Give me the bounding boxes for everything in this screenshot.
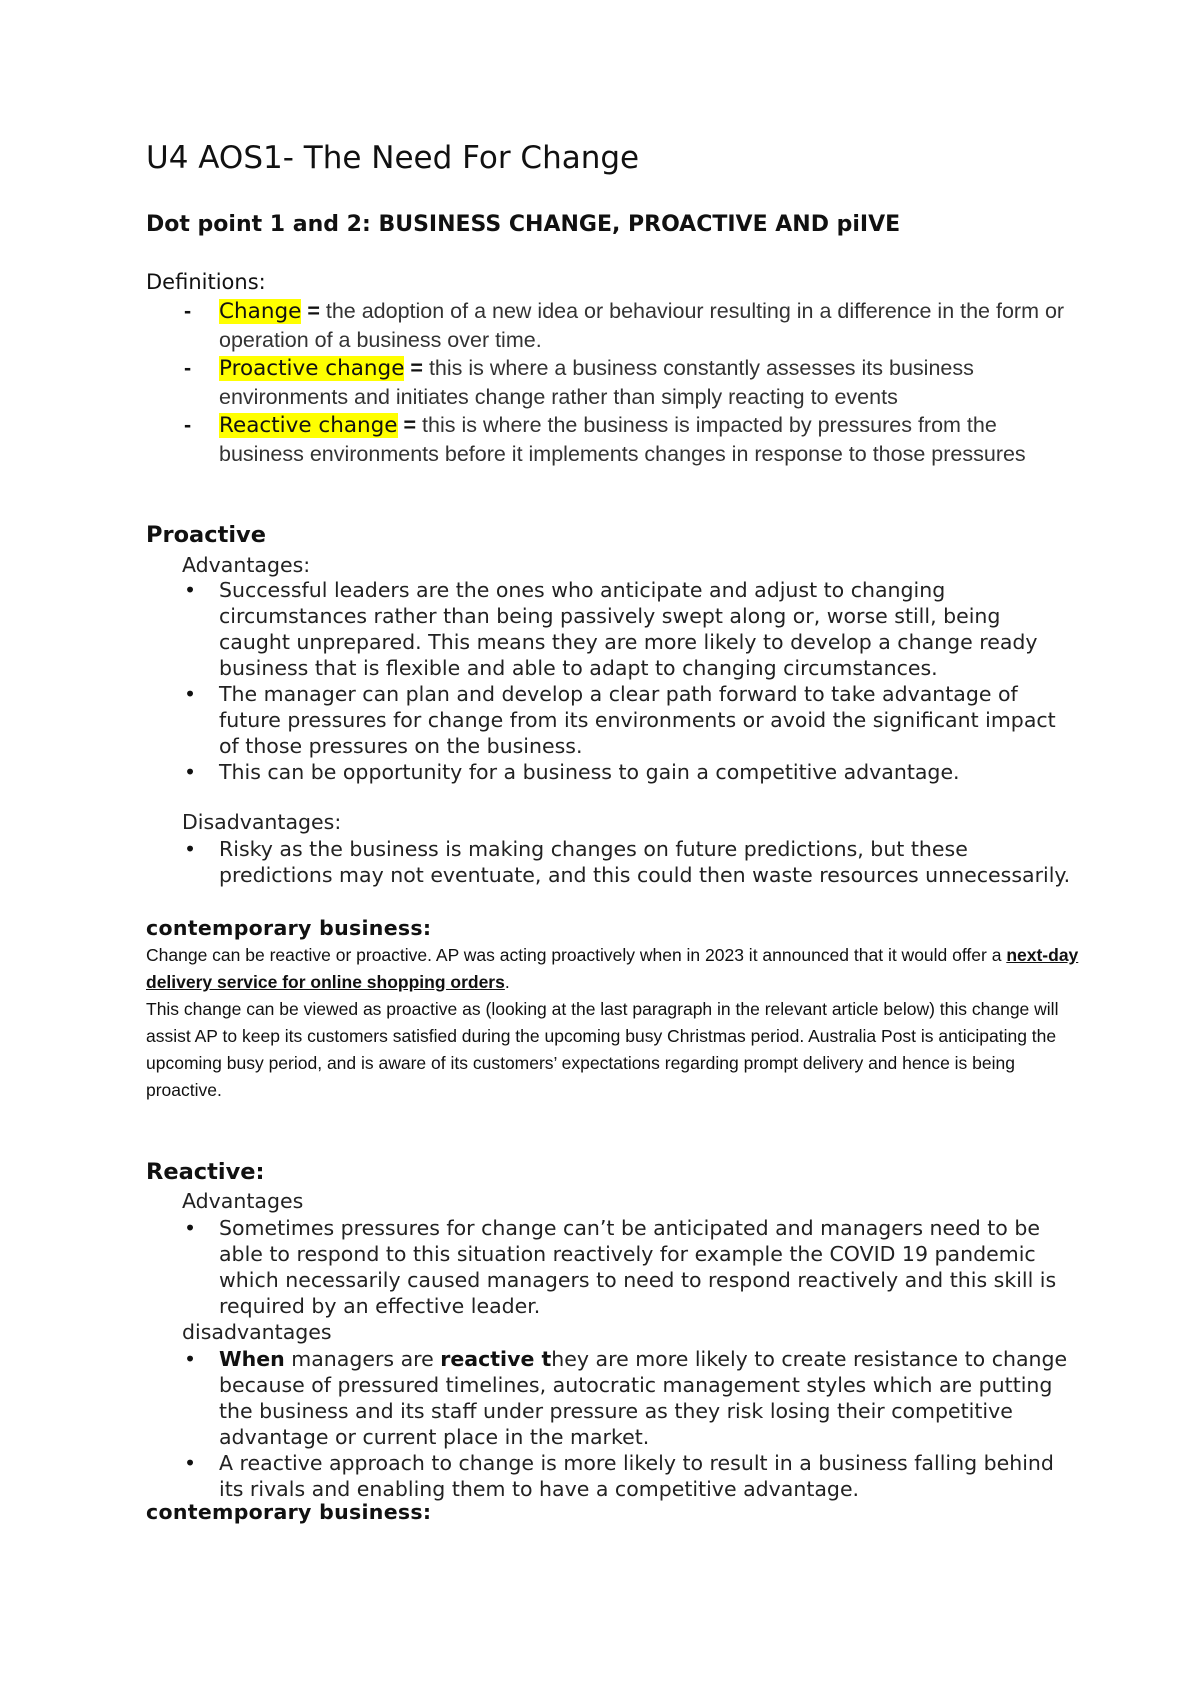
definition-text: this is where a business constantly assesses its business environments and initiates change rather than simply reacting to events	[219, 356, 974, 409]
proactive-contemporary-heading: contemporary business:	[146, 916, 432, 940]
list-item	[146, 1215, 1076, 1319]
definition-term: Change	[219, 299, 302, 324]
definition-text: this is where the business is impacted by pressures from the business environments before it implements changes in response to those pressures	[219, 413, 1026, 466]
dash-marker: -	[184, 356, 192, 380]
equals-sign: =	[410, 356, 423, 380]
list-item	[146, 759, 1076, 785]
reactive-advantages-label: Advantages	[182, 1189, 304, 1213]
list-item-text: This can be opportunity for a business to gain a competitive advantage.	[219, 760, 960, 784]
proactive-advantages-label: Advantages:	[182, 553, 311, 577]
reactive-heading: Reactive:	[146, 1159, 265, 1185]
bullet-icon: •	[184, 1347, 197, 1371]
section-subheading: Dot point 1 and 2: BUSINESS CHANGE, PROACTIVE AND piIVE	[146, 212, 901, 237]
list-item-text: A reactive approach to change is more likely to result in a business falling behind its rivals and enabling them to have a competitive advantage.	[219, 1451, 1054, 1501]
list-item	[146, 1346, 1076, 1450]
reactive-contemporary-heading: contemporary business:	[146, 1500, 432, 1524]
definition-item	[146, 297, 1076, 354]
list-item-text: The manager can plan and develop a clear path forward to take advantage of future pressures for change from its environments or avoid the significant impact of those pressures on the business.	[219, 682, 1056, 758]
list-item-text: managers are	[284, 1347, 441, 1371]
bold-text: reactive t	[440, 1347, 552, 1371]
bullet-icon: •	[184, 760, 197, 784]
article-link[interactable]: next-day delivery service for online shopping orders	[146, 945, 1079, 992]
page-title: U4 AOS1- The Need For Change	[146, 140, 640, 176]
definition-item	[146, 354, 1076, 411]
list-item	[146, 836, 1076, 888]
list-item-text: Risky as the business is making changes on future predictions, but these predictions may not eventuate, and this could then waste resources unnecessarily.	[219, 837, 1071, 887]
paragraph-text: This change can be viewed as proactive as (looking at the last paragraph in the relevant article below) this change will assist AP to keep its customers satisfied during the upcoming busy Christmas period. Australia Post is anticipating the upcoming busy period, and is aware of its customers’ expectations regarding prompt delivery and hence is being proactive.	[146, 999, 1059, 1100]
list-item-text: Sometimes pressures for change can’t be anticipated and managers need to be able to respond to this situation reactively for example the COVID 19 pandemic which necessarily caused managers to need to respond reactively and this skill is required by an effective leader.	[219, 1216, 1057, 1318]
definition-text: the adoption of a new idea or behaviour resulting in a difference in the form or operation of a business over time.	[219, 299, 1065, 352]
definitions-list	[146, 297, 1076, 468]
dash-marker: -	[184, 299, 192, 323]
list-item	[146, 681, 1076, 759]
bullet-icon: •	[184, 578, 197, 602]
paragraph-text: Change can be reactive or proactive. AP was acting proactively when in 2023 it announced that it would offer a	[146, 945, 1007, 965]
list-item-text: Successful leaders are the ones who anticipate and adjust to changing circumstances rather than being passively swept along or, worse still, being caught unprepared. This means they are more likely to develop a change ready business that is flexible and able to adapt to changing circumstances.	[219, 578, 1038, 680]
proactive-disadvantages-label: Disadvantages:	[182, 810, 342, 834]
bullet-icon: •	[184, 1216, 197, 1240]
definition-item	[146, 411, 1076, 468]
reactive-advantages-list	[146, 1215, 1076, 1319]
proactive-advantages-list	[146, 577, 1076, 785]
definitions-label: Definitions:	[146, 270, 266, 294]
bullet-icon: •	[184, 837, 197, 861]
equals-sign: =	[403, 413, 417, 437]
bullet-icon: •	[184, 1451, 197, 1475]
reactive-disadvantages-label: disadvantages	[182, 1320, 332, 1344]
equals-sign: =	[307, 299, 320, 323]
definition-term: Proactive change	[219, 356, 405, 381]
list-item	[146, 1450, 1076, 1502]
dash-marker: -	[184, 413, 192, 437]
proactive-disadvantages-list	[146, 836, 1076, 888]
reactive-disadvantages-list	[146, 1346, 1076, 1502]
list-item	[146, 577, 1076, 681]
list-item-text: hey are more likely to create resistance to change because of pressured timelines, autocratic management styles which are putting the business and its staff under pressure as they risk losing their competitive advantage or current place in the market.	[219, 1347, 1068, 1449]
definition-term: Reactive change	[219, 413, 398, 438]
bullet-icon: •	[184, 682, 197, 706]
paragraph-text: .	[504, 972, 510, 992]
bold-text: When	[219, 1347, 285, 1371]
proactive-contemporary-text	[146, 942, 1086, 1104]
proactive-heading: Proactive	[146, 522, 266, 548]
